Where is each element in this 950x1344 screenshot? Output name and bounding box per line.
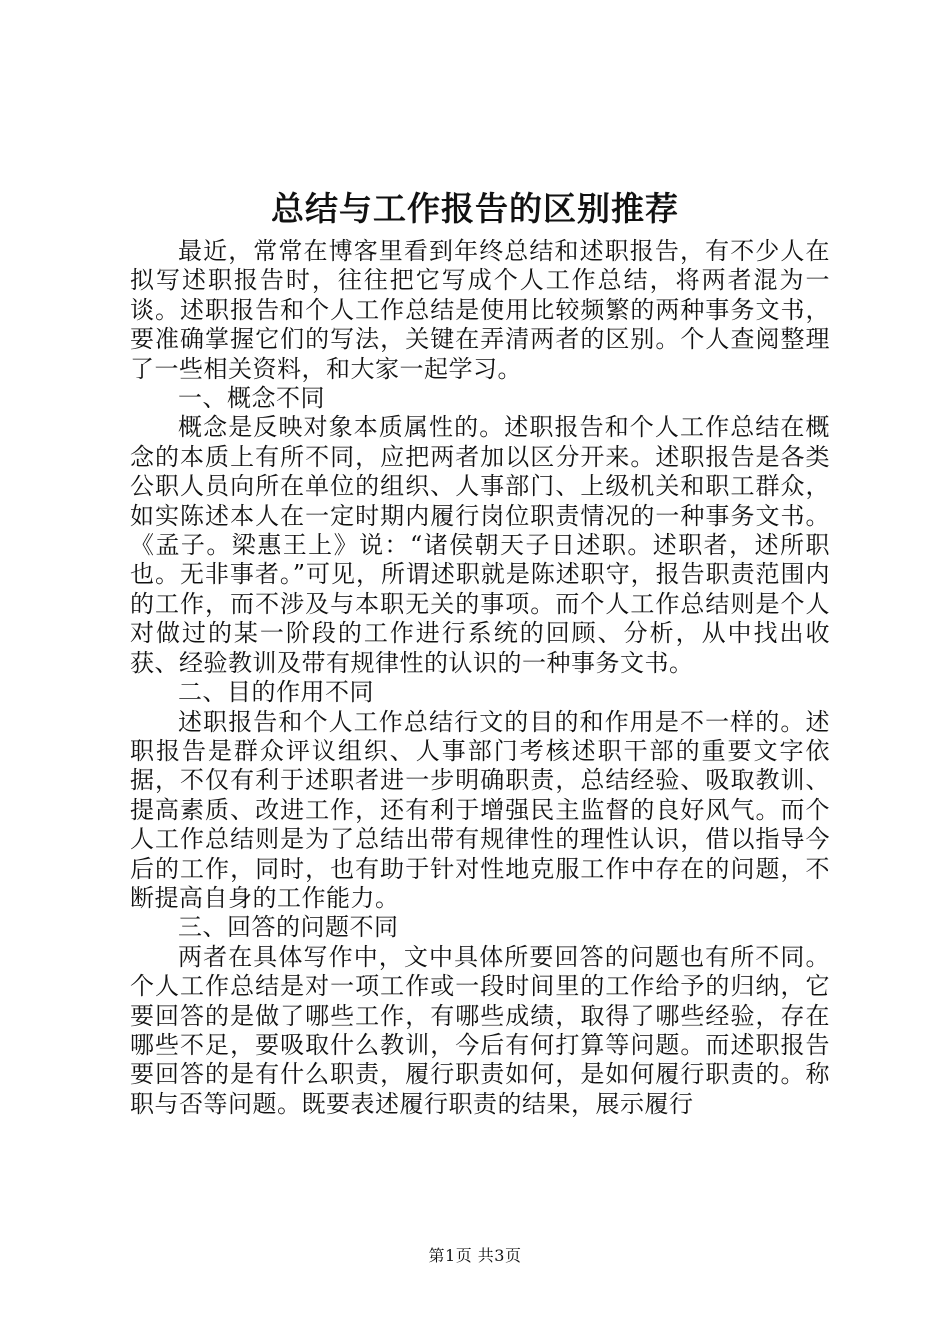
paragraph-intro: 最近，常常在博客里看到年终总结和述职报告，有不少人在拟写述职报告时，往往把它写成个人工作总结，将两者混为一谈。述职报告和个人工作总结是使用比较频繁的两种事务文书，要准确掌握它们的写法，关键在弄清两者的区别。个人查阅整理了一些相关资料，和大家一起学习。 (130, 237, 830, 383)
paragraph-concept: 概念是反映对象本质属性的。述职报告和个人工作总结在概念的本质上有所不同，应把两者加以区分开来。述职报告是各类公职人员向所在单位的组织、人事部门、上级机关和职工群众，如实陈述本人在一定时期内履行岗位职责情况的一种事务文书。《孟子。梁惠王上》说：“诸侯朝天子日述职。述职者，述所职也。无非事者。”可见，所谓述职就是陈述职守，报告职责范围内的工作，而不涉及与本职无关的事项。而个人工作总结则是个人对做过的某一阶段的工作进行系统的回顾、分析，从中找出收获、经验教训及带有规律性的认识的一种事务文书。 (130, 413, 830, 677)
section-heading-questions: 三、回答的问题不同 (178, 913, 399, 942)
page-footer: 第1页 共3页 (428, 1246, 522, 1265)
document-body (130, 237, 830, 1119)
paragraph-questions: 两者在具体写作中，文中具体所要回答的问题也有所不同。个人工作总结是对一项工作或一段时间里的工作给予的归纳，它要回答的是做了哪些工作，有哪些成绩，取得了哪些经验，存在哪些不足，要吸取什么教训，今后有何打算等问题。而述职报告要回答的是有什么职责，履行职责如何，是如何履行职责的。称职与否等问题。既要表述履行职责的结果，展示履行 (130, 942, 830, 1118)
section-heading-purpose: 二、目的作用不同 (178, 678, 374, 707)
paragraph-purpose: 述职报告和个人工作总结行文的目的和作用是不一样的。述职报告是群众评议组织、人事部门考核述职干部的重要文字依据，不仅有利于述职者进一步明确职责，总结经验、吸取教训、提高素质、改进工作，还有利于增强民主监督的良好风气。而个人工作总结则是为了总结出带有规律性的理性认识，借以指导今后的工作，同时，也有助于针对性地克服工作中存在的问题，不断提高自身的工作能力。 (130, 707, 830, 912)
section-heading-concept: 一、概念不同 (178, 384, 325, 413)
document-title: 总结与工作报告的区别推荐 (271, 189, 679, 228)
